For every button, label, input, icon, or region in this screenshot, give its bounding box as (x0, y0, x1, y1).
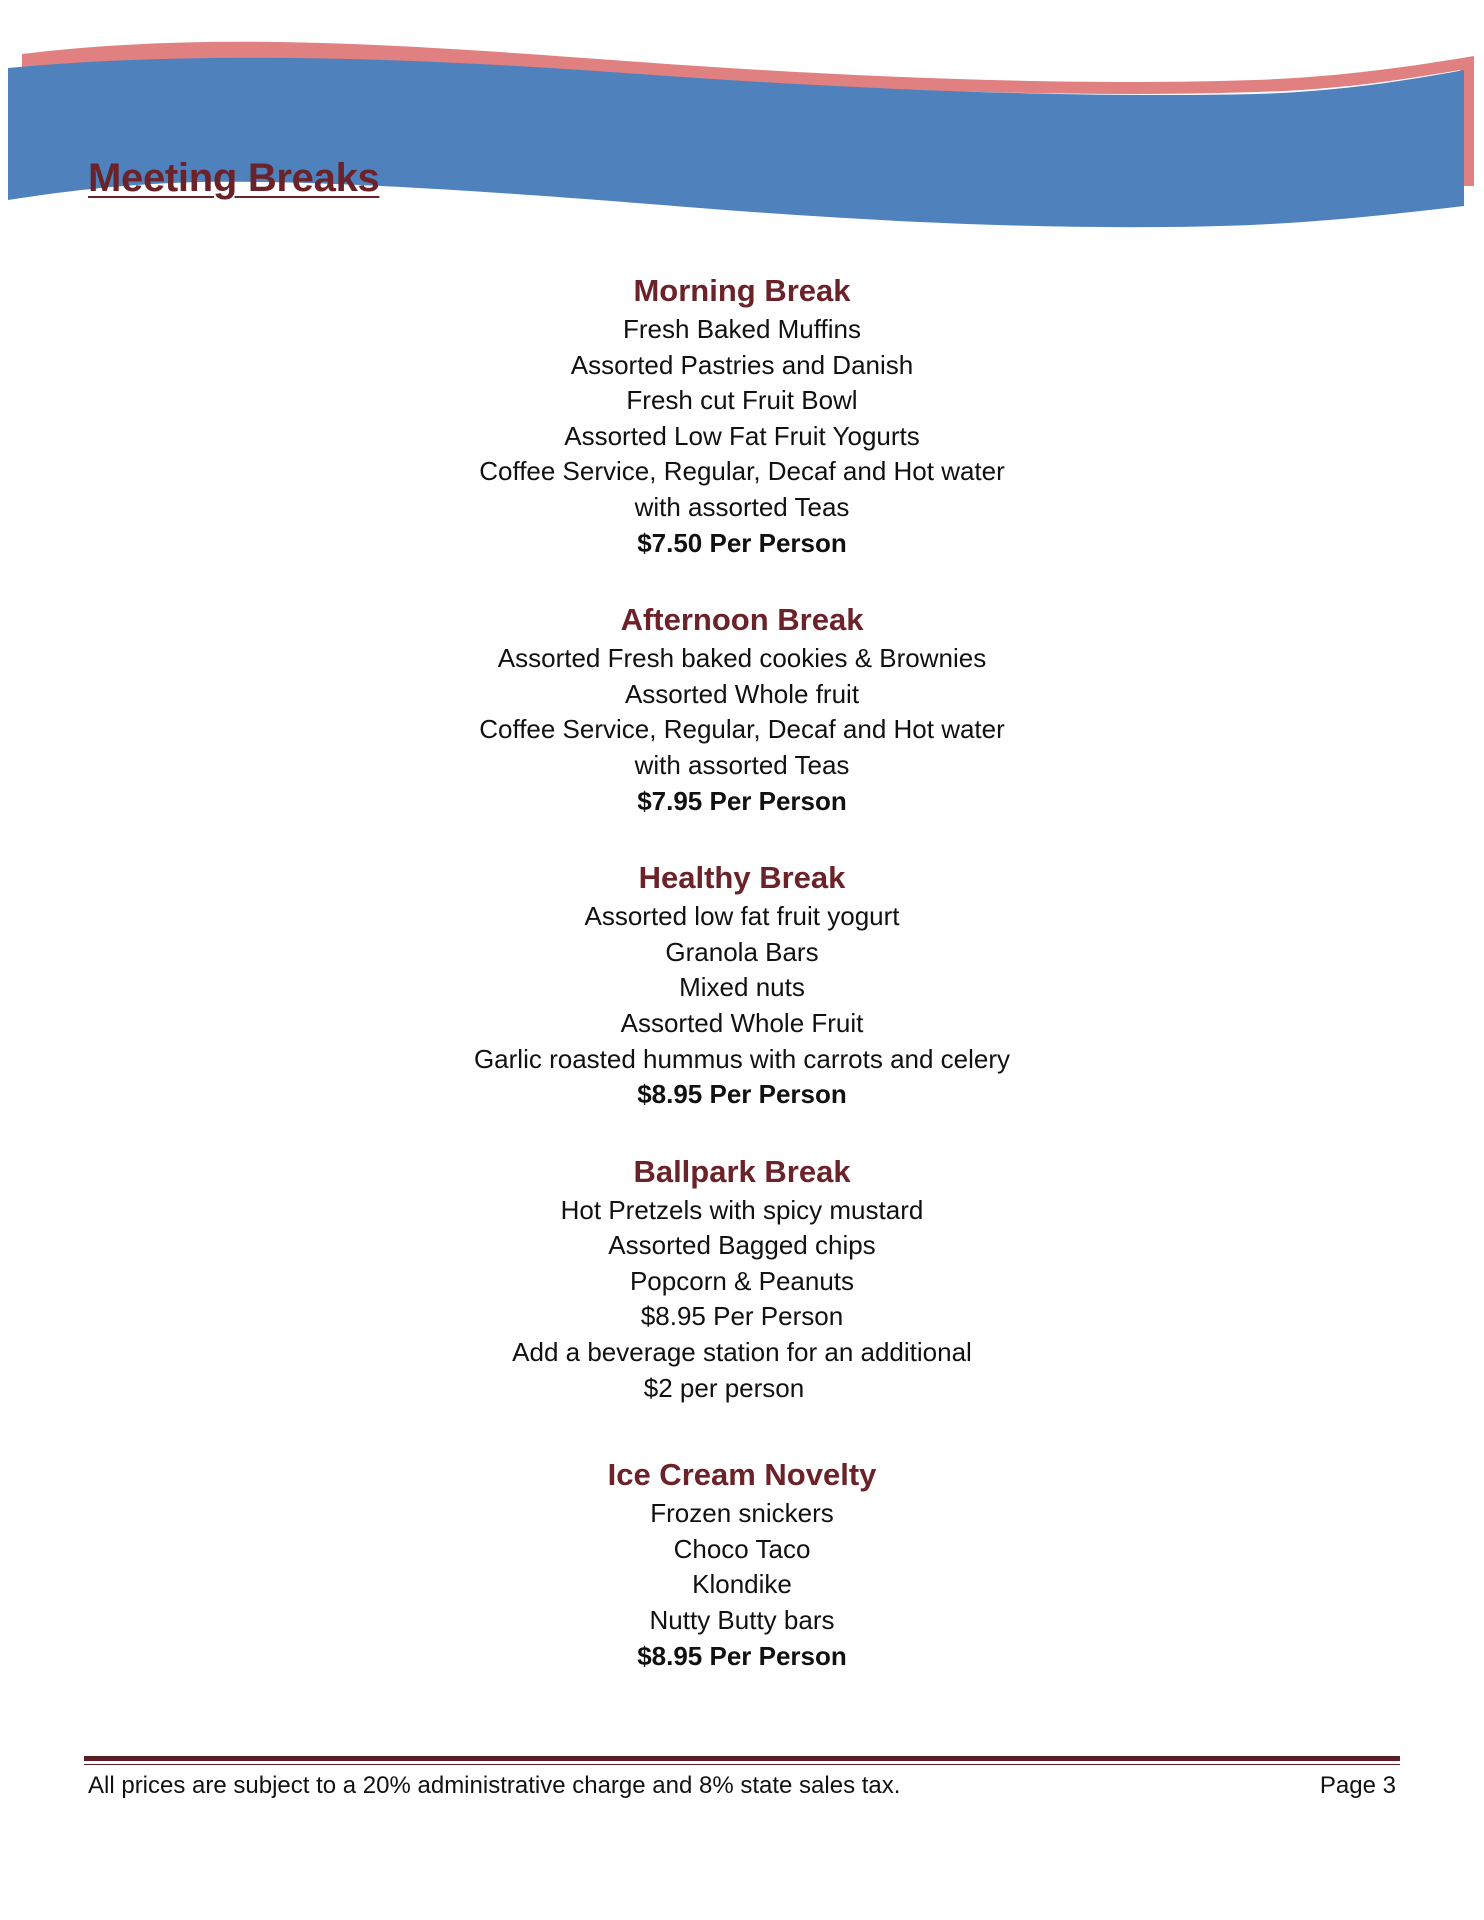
menu-item: Add a beverage station for an additional (512, 1337, 972, 1368)
menu-list (0, 270, 1484, 1712)
menu-item: Choco Taco (673, 1533, 811, 1564)
menu-item: Fresh Baked Muffins (623, 314, 861, 344)
section-price: $7.95 Per Person (637, 785, 847, 816)
section-price: $7.50 Per Person (637, 527, 847, 558)
menu-item: $2 per person (643, 1372, 805, 1403)
menu-item: Assorted Low Fat Fruit Yogurts (564, 420, 920, 451)
menu-item: Assorted Whole Fruit (620, 1007, 864, 1038)
menu-item: Nutty Butty bars (649, 1605, 835, 1636)
menu-item: Assorted Fresh baked cookies & Brownies (497, 643, 987, 674)
menu-section-morning-break (0, 270, 1484, 561)
menu-item: Assorted Whole fruit (624, 678, 860, 709)
section-price: $8.95 Per Person (637, 1640, 847, 1671)
header-wave-banner (0, 0, 1484, 240)
menu-section-healthy-break (0, 857, 1484, 1113)
menu-item: Assorted low fat fruit yogurt (584, 901, 900, 932)
section-title: Ice Cream Novelty (607, 1457, 877, 1493)
menu-item: Coffee Service, Regular, Decaf and Hot water (479, 714, 1005, 745)
menu-item: Hot Pretzels with spicy mustard (560, 1194, 924, 1225)
section-title: Morning Break (633, 273, 851, 308)
menu-item: Coffee Service, Regular, Decaf and Hot water (479, 456, 1005, 487)
footer-note: All prices are subject to a 20% administrative charge and 8% state sales tax. (88, 1772, 901, 1799)
page-number: Page 3 (1319, 1772, 1396, 1799)
menu-item: Assorted Pastries and Danish (570, 349, 914, 380)
menu-item: Klondike (692, 1569, 792, 1600)
menu-item: with assorted Teas (634, 491, 850, 522)
menu-item: with assorted Teas (634, 749, 850, 780)
footer-divider-thick (84, 1756, 1400, 1761)
section-title: Healthy Break (638, 860, 846, 896)
menu-item: Mixed nuts (679, 972, 805, 1003)
menu-item: Frozen snickers (650, 1498, 834, 1529)
menu-item: Popcorn & Peanuts (629, 1265, 855, 1296)
footer-divider (84, 1756, 1400, 1765)
menu-section-ice-cream-novelty (0, 1454, 1484, 1674)
footer-divider-thin (84, 1764, 1400, 1765)
menu-item: Garlic roasted hummus with carrots and celery (473, 1043, 1011, 1074)
section-price: $8.95 Per Person (637, 1079, 847, 1110)
page-title: Meeting Breaks (88, 156, 380, 200)
menu-item: Fresh cut Fruit Bowl (626, 385, 858, 416)
menu-item: Assorted Bagged chips (608, 1230, 876, 1261)
menu-item: $8.95 Per Person (640, 1301, 844, 1332)
menu-section-ballpark-break (0, 1151, 1484, 1407)
section-title: Afternoon Break (620, 602, 864, 638)
menu-section-afternoon-break (0, 599, 1484, 819)
menu-item: Granola Bars (665, 936, 819, 967)
section-title: Ballpark Break (633, 1153, 851, 1189)
